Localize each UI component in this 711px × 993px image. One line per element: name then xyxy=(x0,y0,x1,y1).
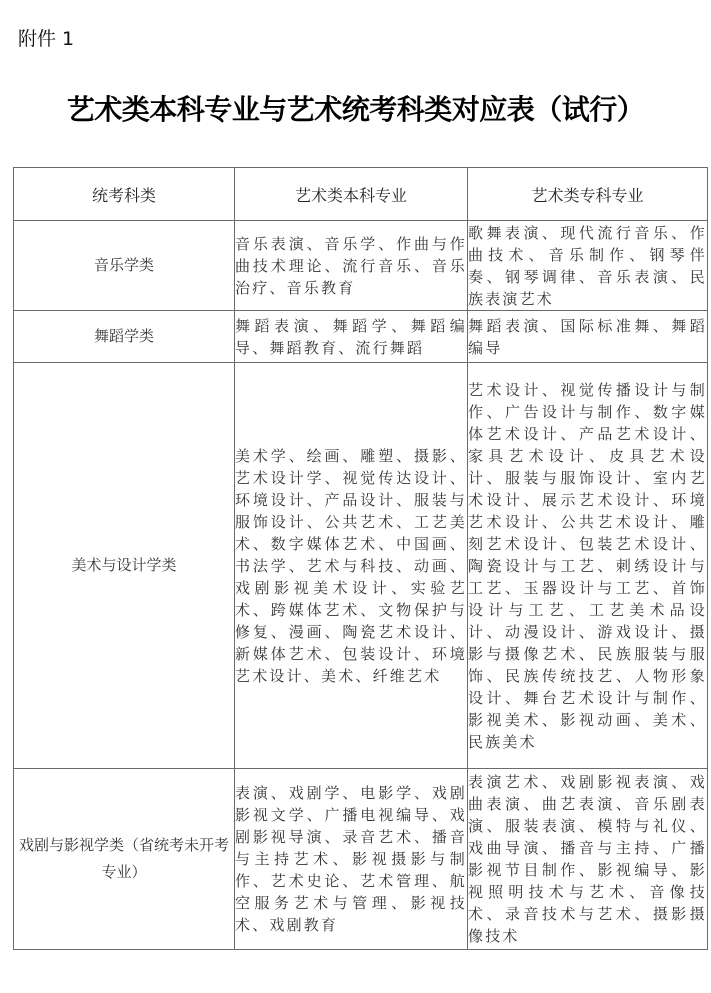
vocational-majors-cell: 艺术设计、视觉传播设计与制作、广告设计与制作、数字媒体艺术设计、产品艺术设计、家具艺术设计、皮具艺术设计、服装与服饰设计、室内艺术设计、展示艺术设计、环境艺术设计、公共艺术设计、雕刻艺术设计、包装艺术设计、陶瓷设计与工艺、刺绣设计与工艺、玉器设计与工艺、首饰设计与工艺、工艺美术品设计、动漫设计、游戏设计、摄影与摄像艺术、民族服装与服饰、民族传统技艺、人物形象设计、舞台艺术设计与制作、影视美术、影视动画、美术、民族美术 xyxy=(468,363,708,769)
vocational-majors-cell: 歌舞表演、现代流行音乐、作曲技术、音乐制作、钢琴伴奏、钢琴调律、音乐表演、民族表演艺术 xyxy=(468,221,708,311)
attachment-label: 附件 1 xyxy=(18,28,75,50)
table-row xyxy=(14,363,708,769)
exam-category-cell: 美术与设计学类 xyxy=(14,363,235,769)
exam-category-cell: 音乐学类 xyxy=(14,221,235,311)
table-row xyxy=(14,221,708,311)
column-header-vocational: 艺术类专科专业 xyxy=(468,168,708,221)
correspondence-table xyxy=(13,167,708,950)
document-title: 艺术类本科专业与艺术统考科类对应表（试行） xyxy=(66,93,645,126)
undergraduate-majors-cell: 美术学、绘画、雕塑、摄影、艺术设计学、视觉传达设计、环境设计、产品设计、服装与服饰设计、公共艺术、工艺美术、数字媒体艺术、中国画、书法学、艺术与科技、动画、戏剧影视美术设计、实验艺术、跨媒体艺术、文物保护与修复、漫画、陶瓷艺术设计、新媒体艺术、包装设计、环境艺术设计、美术、纤维艺术 xyxy=(235,363,468,769)
table-row xyxy=(14,311,708,363)
undergraduate-majors-cell: 音乐表演、音乐学、作曲与作曲技术理论、流行音乐、音乐治疗、音乐教育 xyxy=(235,221,468,311)
undergraduate-majors-cell: 表演、戏剧学、电影学、戏剧影视文学、广播电视编导、戏剧影视导演、录音艺术、播音与主持艺术、影视摄影与制作、艺术史论、艺术管理、航空服务艺术与管理、影视技术、戏剧教育 xyxy=(235,769,468,950)
undergraduate-majors-cell: 舞蹈表演、舞蹈学、舞蹈编导、舞蹈教育、流行舞蹈 xyxy=(235,311,468,363)
table-header-row xyxy=(14,168,708,221)
column-header-exam-category: 统考科类 xyxy=(14,168,235,221)
column-header-undergraduate: 艺术类本科专业 xyxy=(235,168,468,221)
exam-category-cell: 舞蹈学类 xyxy=(14,311,235,363)
table-row xyxy=(14,769,708,950)
vocational-majors-cell: 舞蹈表演、国际标准舞、舞蹈编导 xyxy=(468,311,708,363)
vocational-majors-cell: 表演艺术、戏剧影视表演、戏曲表演、曲艺表演、音乐剧表演、服装表演、模特与礼仪、戏曲导演、播音与主持、广播影视节目制作、影视编导、影视照明技术与艺术、音像技术、录音技术与艺术、摄影摄像技术 xyxy=(468,769,708,950)
exam-category-cell: 戏剧与影视学类（省统考未开考专业） xyxy=(14,769,235,950)
